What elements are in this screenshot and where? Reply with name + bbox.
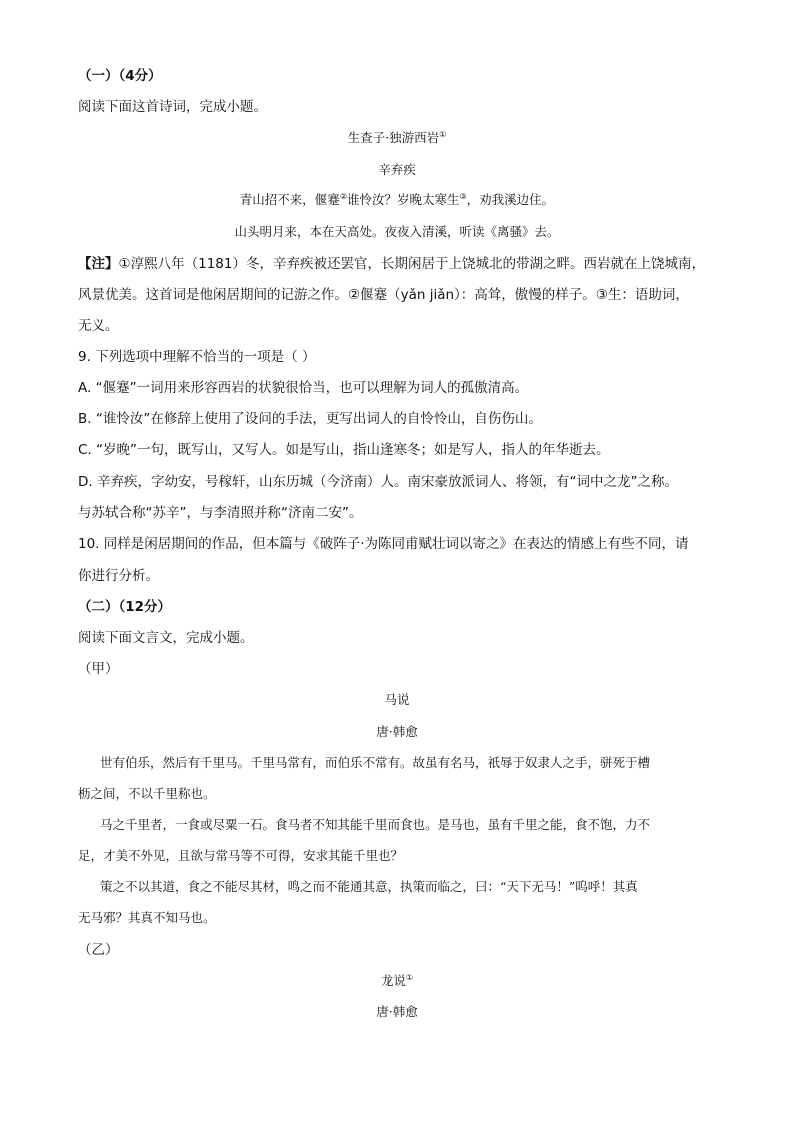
question-9-option-d-cont: 与苏轼合称“苏辛”，与李清照并称“济南二安”。 bbox=[78, 505, 363, 521]
question-10-line: 10. 同样是闲居期间的作品，但本篇与《破阵子·为陈同甫赋壮词以寄之》在表达的情感上有些不同，请 bbox=[78, 536, 689, 552]
section-heading-2: （二）（12分） bbox=[78, 599, 172, 615]
passage-paragraph-line: 世有伯乐，然后有千里马。千里马常有，而伯乐不常有。故虽有名马，祇辱于奴隶人之手，骈死于槽 bbox=[100, 755, 651, 770]
passage-label-jia: （甲） bbox=[78, 661, 119, 677]
question-9-option-a: A. “偃蹇”一词用来形容西岩的状貌很恰当，也可以理解为词人的孤傲清高。 bbox=[78, 380, 529, 396]
passage-author-yi: 唐·韩愈 bbox=[376, 1004, 418, 1019]
passage-label-yi: （乙） bbox=[78, 942, 119, 958]
note-line: 无义。 bbox=[78, 318, 119, 334]
passage-paragraph-line: 足，才美不外见，且欲与常马等不可得，安求其能千里也？ bbox=[78, 848, 404, 863]
note-line: 风景优美。这首词是他闲居期间的记游之作。②偃蹇（yǎn jiǎn）：高耸，傲慢的样子。③生：语助词， bbox=[78, 287, 689, 303]
footnote-mark: ① bbox=[439, 129, 447, 139]
footnote-mark: ③ bbox=[459, 191, 467, 201]
passage-author-jia: 唐·韩愈 bbox=[376, 724, 418, 739]
passage-title-yi bbox=[0, 971, 794, 991]
question-10-line: 你进行分析。 bbox=[78, 568, 159, 584]
section-heading-1: （一）（4分） bbox=[78, 68, 162, 84]
footnote-mark: ① bbox=[405, 972, 414, 982]
poem-text: 谁怜汝？岁晚太寒生 bbox=[346, 192, 460, 207]
passage-title-yi-text: 龙说 bbox=[380, 973, 406, 988]
poem-line bbox=[0, 190, 794, 210]
question-9-option-d: D. 辛弃疾，字幼安，号稼轩，山东历城（今济南）人。南宋豪放派词人、将领，有“词中之龙”之称。 bbox=[78, 474, 678, 490]
question-9-stem: 9. 下列选项中理解不恰当的一项是（ ） bbox=[78, 349, 316, 365]
poem-title-text: 生查子·独游西岩 bbox=[347, 130, 440, 145]
note-line bbox=[78, 254, 705, 274]
poem-author: 辛弃疾 bbox=[378, 162, 416, 177]
poem-line: 山头明月来，本在天高处。夜夜入清溪，听读《离骚》去。 bbox=[234, 224, 560, 239]
passage-paragraph-line: 无马邪？其真不知马也。 bbox=[78, 910, 216, 925]
passage-paragraph-line: 枥之间，不以千里称也。 bbox=[78, 786, 216, 801]
passage-paragraph-line: 马之千里者，一食或尽粟一石。食马者不知其能千里而食也。是马也，虽有千里之能，食不饱，力不 bbox=[100, 817, 651, 832]
question-9-option-c: C. “岁晚”一句，既写山，又写人。如是写山，指山逢寒冬；如是写人，指人的年华逝去。 bbox=[78, 442, 610, 458]
section-instruction-1: 阅读下面这首诗词，完成小题。 bbox=[78, 99, 267, 115]
note-label: 【注】 bbox=[78, 256, 119, 272]
question-9-option-b: B. “谁怜汝”在修辞上使用了设问的手法，更写出词人的自怜怜山，自伤伤山。 bbox=[78, 411, 542, 427]
passage-title-jia: 马说 bbox=[384, 692, 410, 707]
section-instruction-2: 阅读下面文言文，完成小题。 bbox=[78, 630, 254, 646]
poem-text: ，劝我溪边住。 bbox=[466, 192, 555, 207]
passage-paragraph-line: 策之不以其道，食之不能尽其材，鸣之而不能通其意，执策而临之，曰：“天下无马！”呜呼！其真 bbox=[100, 879, 638, 894]
poem-title bbox=[0, 128, 794, 148]
note-text: ①淳熙八年（1181）冬，辛弃疾被还罢官，长期闲居于上饶城北的带湖之畔。西岩就在上饶城南， bbox=[118, 256, 705, 272]
poem-text: 青山招不来，偃蹇 bbox=[239, 192, 340, 207]
footnote-mark: ② bbox=[339, 191, 347, 201]
